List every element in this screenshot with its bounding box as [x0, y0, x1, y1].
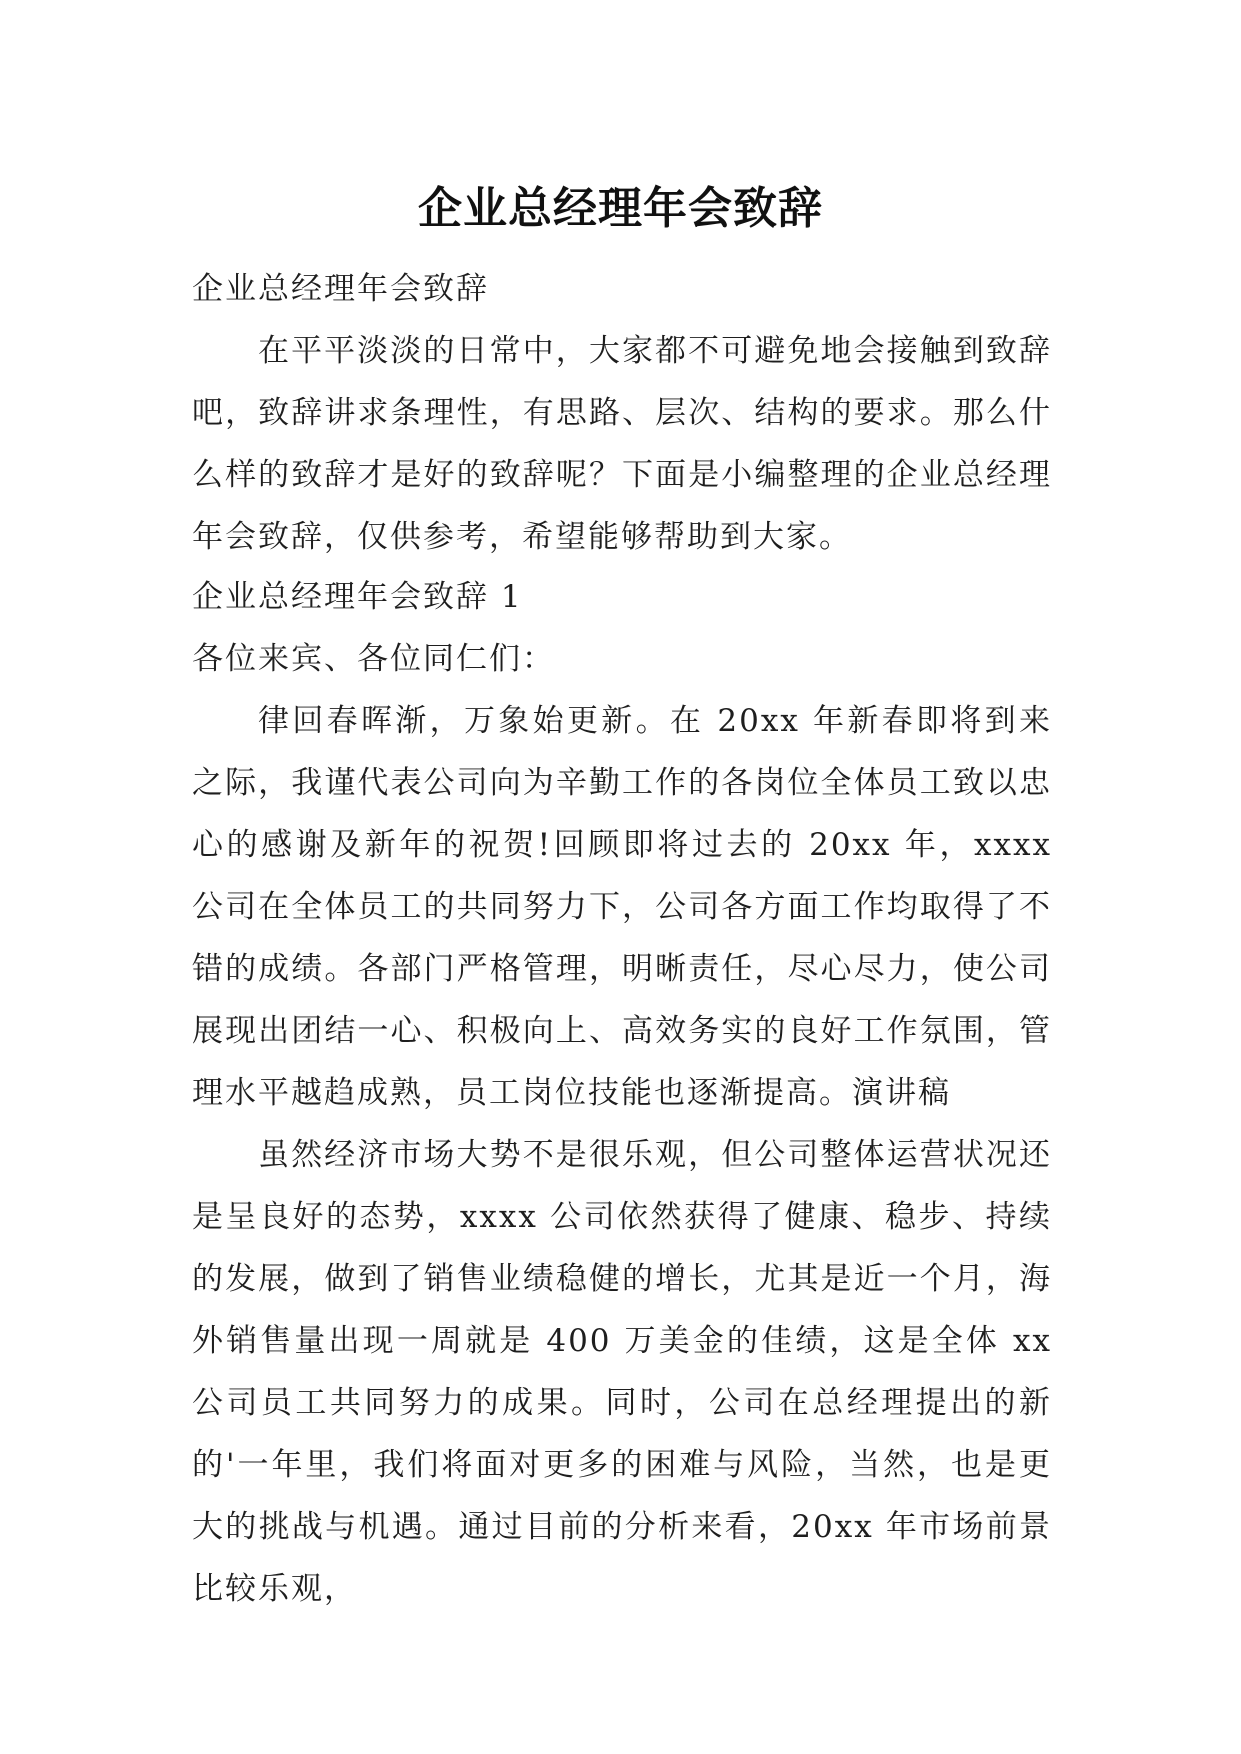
section-1-paragraph-1: 律回春晖渐，万象始更新。在 20xx 年新春即将到来之际，我谨代表公司向为辛勤工作的各岗位全体员工致以忠心的感谢及新年的祝贺!回顾即将过去的 20xx 年，xxxx 公司在全体员工的共同努力下，公司各方面工作均取得了不错的成绩。各部门严格管理，明晰责任，尽心尽力，使公司展现出团结一心、积极向上、高效务实的良好工作氛围，管理水平越趋成熟，员工岗位技能也逐渐提高。演讲稿 — [192, 703, 1052, 1111]
section-1-heading: 企业总经理年会致辞 1 — [192, 579, 523, 615]
intro-heading: 企业总经理年会致辞 — [192, 271, 489, 307]
section-1-paragraph-2: 虽然经济市场大势不是很乐观，但公司整体运营状况还是呈良好的态势，xxxx 公司依然获得了健康、稳步、持续的发展，做到了销售业绩稳健的增长，尤其是近一个月，海外销售量出现一周就是 400 万美金的佳绩，这是全体 xx 公司员工共同努力的成果。同时，公司在总经理提出的新的'一年里，我们将面对更多的困难与风险，当然，也是更大的挑战与机遇。通过目前的分析来看，20xx 年市场前景比较乐观， — [192, 1137, 1052, 1607]
intro-section — [192, 258, 1052, 568]
section-1 — [192, 566, 1052, 1620]
section-1-salutation: 各位来宾、各位同仁们： — [192, 641, 555, 677]
intro-paragraph: 在平平淡淡的日常中，大家都不可避免地会接触到致辞吧，致辞讲求条理性，有思路、层次、结构的要求。那么什么样的致辞才是好的致辞呢？下面是小编整理的企业总经理年会致辞，仅供参考，希望能够帮助到大家。 — [192, 333, 1052, 555]
document-title: 企业总经理年会致辞 — [418, 183, 823, 235]
